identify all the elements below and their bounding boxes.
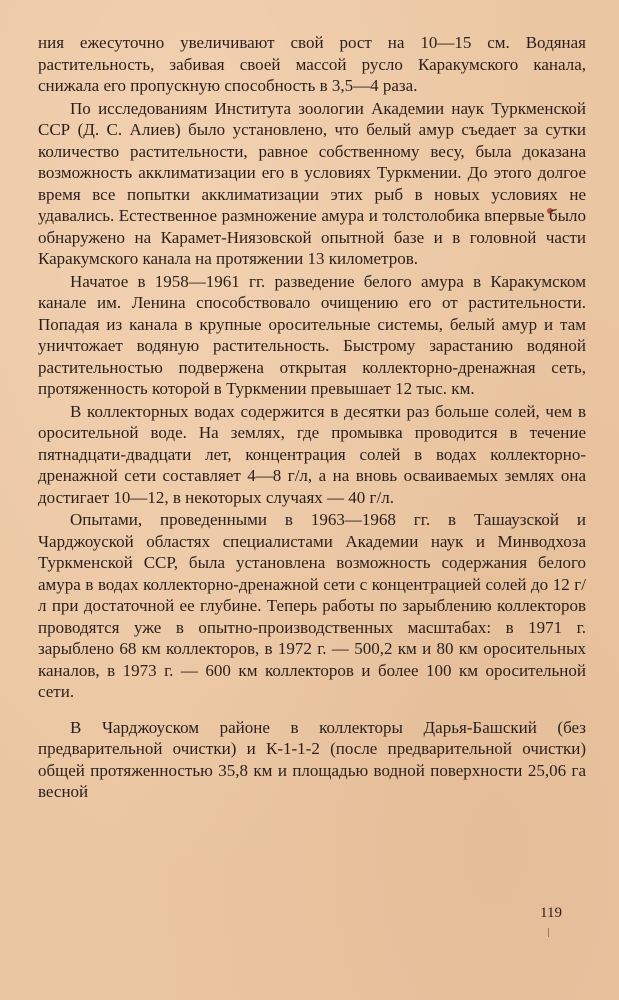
paragraph-4: В коллекторных водах содержится в десятки раз больше солей, чем в оросительной воде. На землях, где промывка проводится в течение пятнадцати-двадцати лет, концентрация солей в водах коллекторно-дренажной сети составляет 4—8 г/л, а на вновь осваиваемых землях она достигает 10—12, в некоторых случаях — 40 г/л.: [38, 401, 586, 507]
margin-mark: [548, 928, 549, 937]
paragraph-3: Начатое в 1958—1961 гг. разведение белого амура в Каракумском канале им. Ленина способствовало очищению его от растительности. Попадая из канала в крупные оросительные системы, белый амур и там уничтожает водяную растительность. Быстрому зарастанию водяной растительностью подвержена открытая коллекторно-дренажная сеть, протяженность которой в Туркмении превышает 12 тыс. км.: [38, 271, 586, 398]
paragraph-2: По исследованиям Института зоологии Академии наук Туркменской ССР (Д. С. Алиев) было установлено, что белый амур съедает за сутки количество растительности, равное собственному весу, была доказана возможность акклиматизации его в условиях Туркмении. До этого долгое время все попытки акклиматизации этих рыб в новых условиях не удавались. Естественное размножение амура и толстолобика впервые было обнаружено на Карамет-Ниязовской опытной базе и в головной части Каракумского канала на протяжении 13 километров.: [38, 98, 586, 268]
paragraph-6: В Чарджоуском районе в коллекторы Дарья-Башский (без предварительной очистки) и К-1-1-2 (после предварительной очистки) общей протяженностью 35,8 км и площадью водной поверхности 25,06 га весной: [38, 717, 586, 801]
body-text: [38, 32, 586, 804]
page-number: 119: [540, 905, 562, 921]
paragraph-1: ния ежесуточно увеличивают свой рост на 10—15 см. Водяная растительность, забивая своей массой русло Каракумского канала, снижала его пропускную способность в 3,5—4 раза.: [38, 33, 586, 95]
paragraph-5: Опытами, проведенными в 1963—1968 гг. в Ташаузской и Чарджоуской областях специалистами Академии наук и Минводхоза Туркменской ССР, была установлена возможность содержания белого амура в водах коллекторно-дренажной сети с концентрацией солей до 12 г/л при достаточной ее глубине. Теперь работы по зарыблению коллекторов проводятся уже в опытно-производственных масштабах: в 1971 г. зарыблено 68 км коллекторов, в 1972 г. — 500,2 км и 80 км оросительных каналов, в 1973 г. — 600 км коллекторов и более 100 км оросительной сети.: [38, 510, 586, 701]
